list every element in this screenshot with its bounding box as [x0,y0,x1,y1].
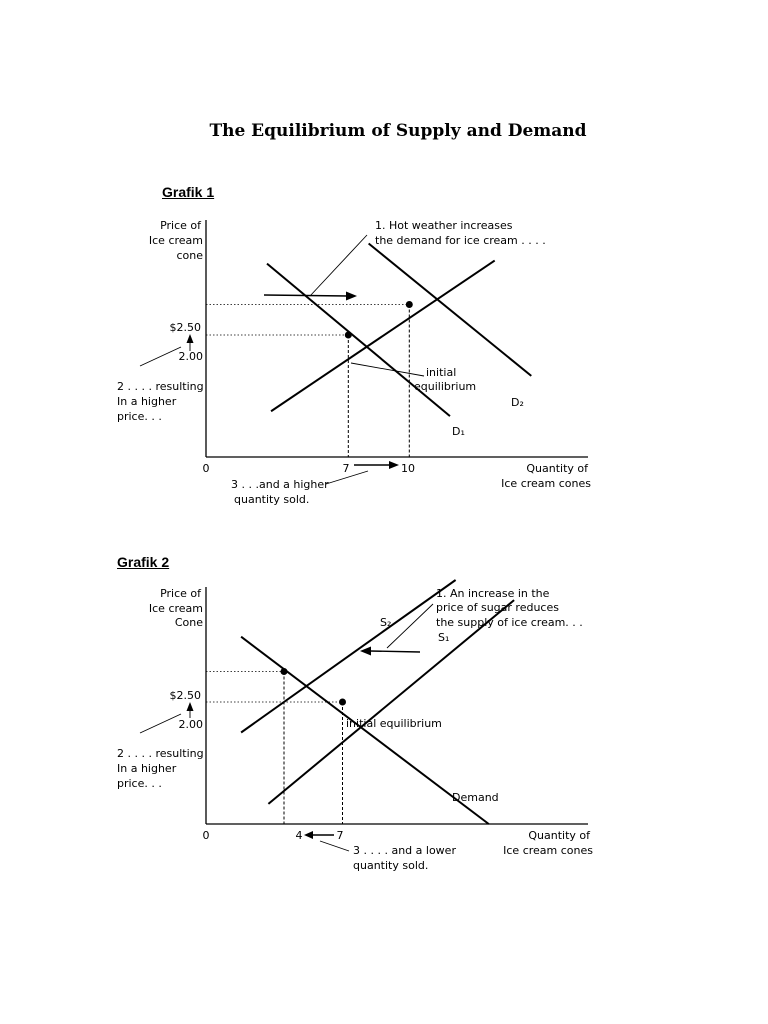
figure-heading-2: Grafik 2 [117,554,170,570]
series-label-d2: D₂ [511,396,524,409]
demand-shift-arrowhead [346,292,357,301]
annotation-quantity-leader [320,841,349,851]
annotation-quantity-line: 3 . . .and a higher [231,478,329,491]
origin-label: 0 [202,462,210,475]
annotation-price-leader [140,347,181,366]
new-equilibrium-point [281,668,288,675]
x-tick-label: 4 [295,829,303,842]
series-label-d1: D₁ [452,425,465,438]
x-axis-label-line: Ice cream cones [501,477,591,490]
price-rise-arrowhead [187,334,194,343]
x-axis-label-line: Ice cream cones [503,844,593,857]
initial-equilibrium-point [339,699,346,706]
initial-equilibrium-point [345,332,352,339]
chart-grafik-2 [0,580,768,880]
origin-label: 0 [202,829,210,842]
figure-heading-1: Grafik 1 [162,184,215,200]
y-axis-label-line: Ice cream [148,602,203,615]
y-tick-label: $2.50 [169,321,201,334]
annotation-shift-line: 1. An increase in the [436,587,550,600]
series-label-s2: S₂ [380,616,392,629]
y-tick-label: $2.50 [169,689,201,702]
annotation-price-line: price. . . [117,410,162,423]
annotation-initial-line: initial equilibrium [346,717,442,730]
annotation-shift-leader [387,604,433,648]
quantity-rise-arrowhead [389,461,399,469]
series-label-s1: S₁ [438,631,450,644]
y-axis-label-line: cone [176,249,203,262]
x-tick-label: 10 [401,462,415,475]
demand-shift-arrow [264,295,348,296]
annotation-price-leader [140,714,181,733]
demand-curve-d2 [369,244,532,376]
x-tick-label: 7 [336,829,344,842]
annotation-shift-line: 1. Hot weather increases [375,219,513,232]
annotation-price-line: 2 . . . . resulting [117,380,204,393]
annotation-quantity-line: 3 . . . . and a lower [353,844,456,857]
y-axis-label-line: Ice cream [148,234,203,247]
y-tick-label: 2.00 [178,718,203,731]
annotation-shift-line: the demand for ice cream . . . . [375,234,546,247]
annotation-price-line: price. . . [117,777,162,790]
annotation-price-line: In a higher [117,762,177,775]
annotation-price-line: 2 . . . . resulting [117,747,204,760]
annotation-initial-line: initial [426,366,457,379]
series-label-demand: Demand [452,791,499,804]
annotation-initial-line: equilibrium [414,380,477,393]
annotation-shift-leader [310,235,367,296]
page-title: The Equilibrium of Supply and Demand [209,121,587,141]
price-rise-arrowhead [187,702,194,711]
quantity-drop-arrowhead [304,831,313,839]
y-axis-label-line: Cone [174,616,203,629]
annotation-quantity-line: quantity sold. [234,493,310,506]
y-axis-label-line: Price of [160,587,201,600]
new-equilibrium-point [406,301,413,308]
chart-grafik-1 [0,210,768,510]
supply-curve-s2 [241,580,456,733]
annotation-shift-line: price of sugar reduces [436,601,559,614]
x-axis-label-line: Quantity of [528,829,590,842]
x-tick-label: 7 [342,462,350,475]
annotation-shift-line: the supply of ice cream. . . [436,616,583,629]
y-tick-label: 2.00 [178,350,203,363]
x-axis-label-line: Quantity of [526,462,588,475]
y-axis-label-line: Price of [160,219,201,232]
annotation-quantity-line: quantity sold. [353,859,429,872]
supply-shift-arrow [370,651,420,652]
annotation-price-line: In a higher [117,395,177,408]
